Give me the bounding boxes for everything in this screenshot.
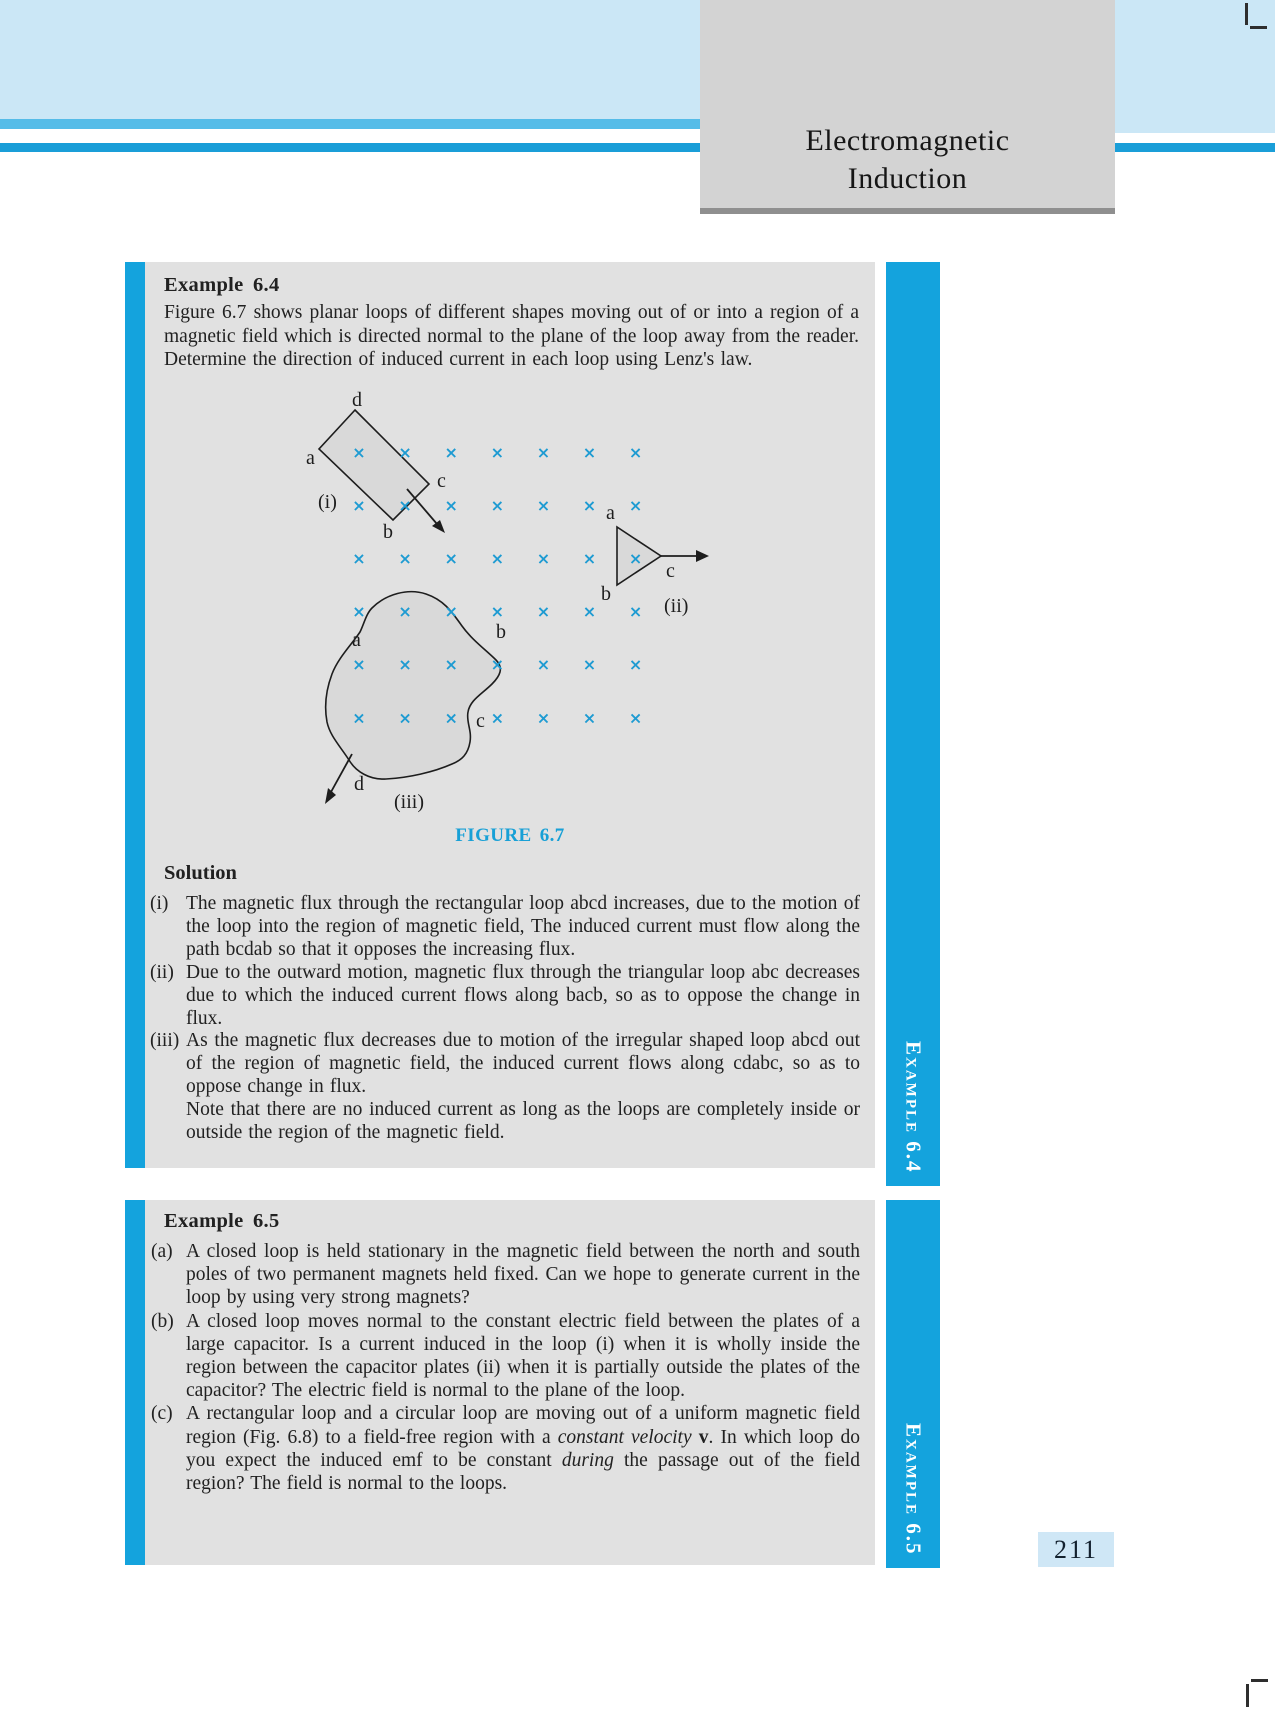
svg-text:×: × (536, 495, 551, 515)
item-a-marker: (a) (151, 1241, 173, 1262)
crop-mark-top-right-vertical (1245, 3, 1248, 25)
solution-item-iii-text: As the magnetic flux decreases due to motion of the irregular shaped loop abcd out of the region of magnetic field, the induced current flows along cdabc, so as to oppose change in flux. (186, 1030, 860, 1098)
svg-text:×: × (628, 495, 643, 515)
example-6-5-list (145, 1240, 860, 1495)
svg-text:×: × (398, 442, 412, 462)
svg-text:×: × (490, 442, 505, 462)
velocity-arrow-loop-iii (331, 754, 352, 792)
item-c-text: A rectangular loop and a circular loop are moving out of a uniform magnetic field region (Fig. 6.8) to a field-free region with a constant velocity v. In which loop do you expect the induced emf to be constant during the passage out of the field region? The field is normal to the loops. (186, 1403, 860, 1495)
svg-text:×: × (352, 442, 366, 462)
svg-text:×: × (352, 495, 366, 515)
svg-text:×: × (490, 602, 505, 622)
svg-text:×: × (398, 602, 412, 622)
svg-text:×: × (628, 708, 643, 728)
svg-text:×: × (352, 549, 366, 568)
label-c-loop-iii: c (476, 710, 485, 732)
chapter-title-box (700, 0, 1115, 214)
label-a-loop-i: a (306, 447, 315, 469)
label-d-loop-iii: d (354, 773, 364, 795)
svg-text:×: × (352, 708, 366, 728)
svg-text:×: × (582, 442, 597, 462)
label-b-loop-ii: b (601, 583, 611, 605)
accent-bar-left-example-6-5 (125, 1200, 145, 1565)
svg-text:×: × (628, 602, 643, 622)
example-6-5-item-a (145, 1240, 860, 1310)
example-6-5-item-b (145, 1310, 860, 1403)
svg-text:×: × (398, 549, 412, 568)
svg-text:×: × (582, 602, 597, 622)
item-b-marker: (b) (151, 1310, 174, 1332)
label-a-loop-ii: a (606, 502, 615, 524)
svg-text:×: × (444, 495, 458, 515)
item-b-text: A closed loop moves normal to the constant electric field between the plates of a large capacitor. Is a current induced in the loop (i) when it is wholly inside the region between the capacitor plates (ii) when it is partially outside the plates of the capacitor? The electric field is normal to the plane of the loop. (186, 1310, 860, 1402)
svg-text:×: × (536, 708, 551, 728)
svg-text:×: × (444, 655, 458, 675)
svg-text:×: × (628, 549, 643, 568)
velocity-arrowhead-loop-ii (696, 550, 709, 562)
crop-mark-bottom-right-horizontal (1251, 1679, 1268, 1682)
item-c-marker: (c) (151, 1403, 173, 1425)
svg-text:×: × (398, 655, 412, 675)
svg-text:×: × (582, 495, 597, 515)
solution-item-iii (145, 1030, 860, 1145)
accent-bar-left-example-6-4 (125, 262, 145, 1168)
svg-text:×: × (444, 442, 458, 462)
solution-note: Note that there are no induced current as long as the loops are completely inside or outside the region of the magnetic field. (186, 1099, 860, 1144)
svg-text:×: × (352, 655, 366, 675)
label-tag-loop-i: (i) (318, 491, 337, 513)
example-6-4-intro: Figure 6.7 shows planar loops of different shapes moving out of or into a region of a magnetic field which is directed normal to the plane of the loop away from the reader. Determine the direction of induced current in each loop using Lenz's law. (164, 302, 859, 370)
svg-text:×: × (582, 708, 597, 728)
chapter-title (805, 122, 1009, 198)
figure-6-7-diagram (285, 390, 780, 815)
label-a-loop-iii: a (352, 629, 361, 651)
svg-text:×: × (536, 655, 551, 675)
svg-text:×: × (536, 442, 551, 462)
label-tag-loop-iii: (iii) (394, 791, 424, 813)
example-6-5-heading: Example 6.5 (164, 1210, 280, 1232)
svg-text:×: × (444, 708, 458, 728)
svg-text:×: × (490, 495, 505, 515)
svg-text:×: × (536, 602, 551, 622)
svg-text:×: × (490, 708, 505, 728)
label-tag-loop-ii: (ii) (664, 595, 689, 617)
svg-text:×: × (490, 549, 505, 568)
example-6-4-box (145, 262, 875, 1168)
svg-text:×: × (490, 655, 505, 675)
svg-text:×: × (628, 442, 643, 462)
example-6-5-item-c (145, 1402, 860, 1495)
solution-list (145, 893, 860, 1145)
chapter-title-line1: Electromagnetic (805, 124, 1010, 157)
figure-6-7-caption: FIGURE 6.7 (455, 825, 565, 846)
chapter-title-line2: Induction (847, 162, 968, 195)
item-a-text: A closed loop is held stationary in the magnetic field between the north and south poles of two permanent magnets held fixed. Can we hope to generate current in the loop by using very strong magnets? (186, 1241, 860, 1309)
velocity-arrowhead-loop-iii (325, 788, 336, 804)
label-c-loop-i: c (437, 470, 446, 492)
svg-text:×: × (352, 602, 366, 622)
svg-text:×: × (536, 549, 551, 568)
sidebar-example-6-5-bar (886, 1200, 940, 1568)
svg-text:×: × (398, 495, 412, 515)
sidebar-example-6-4-label: Example 6.4 (901, 1041, 926, 1174)
svg-text:×: × (444, 549, 458, 568)
label-b-loop-i: b (383, 521, 393, 543)
page-number: 211 (1038, 1532, 1114, 1567)
solution-item-ii-marker: (ii) (150, 961, 174, 983)
solution-item-ii (145, 962, 860, 1031)
crop-mark-bottom-right-vertical (1246, 1684, 1249, 1707)
solution-heading: Solution (164, 862, 237, 884)
example-6-4-heading: Example 6.4 (164, 274, 280, 296)
label-d-loop-i: d (352, 389, 362, 411)
svg-text:×: × (398, 708, 412, 728)
sidebar-example-6-4-bar (886, 262, 940, 1186)
solution-item-i-marker: (i) (150, 893, 169, 914)
label-c-loop-ii: c (666, 560, 675, 582)
label-b-loop-iii: b (496, 621, 506, 643)
sidebar-example-6-5-label: Example 6.5 (901, 1423, 926, 1556)
velocity-arrowhead-loop-i (432, 520, 445, 533)
svg-text:×: × (582, 655, 597, 675)
svg-text:×: × (628, 655, 643, 675)
svg-text:×: × (444, 602, 458, 622)
crop-mark-top-right-horizontal (1250, 26, 1267, 29)
solution-item-i (145, 893, 860, 962)
solution-item-i-text: The magnetic flux through the rectangular loop abcd increases, due to the motion of the loop into the region of magnetic field, The induced current must flow along the path bcdab so that it opposes the increasing flux. (186, 893, 860, 960)
svg-text:×: × (582, 549, 597, 568)
example-6-5-box (145, 1200, 875, 1565)
header-band-right (1115, 0, 1275, 133)
solution-item-ii-text: Due to the outward motion, magnetic flux through the triangular loop abc decreases due to which the induced current flows along bacb, so as to oppose the change in flux. (186, 961, 860, 1029)
solution-item-iii-marker: (iii) (150, 1030, 180, 1052)
